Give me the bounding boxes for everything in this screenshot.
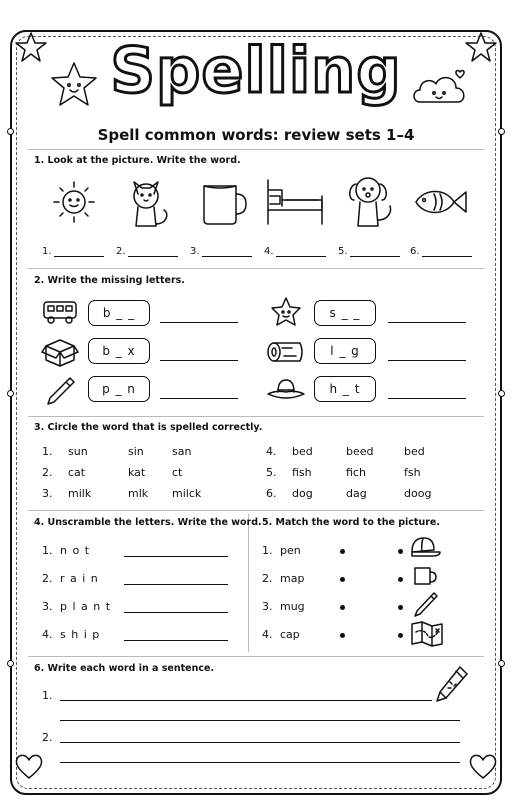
word-option[interactable]: milk: [68, 487, 92, 500]
answer-line[interactable]: [160, 322, 238, 323]
missing-letters-box: p _ n: [88, 376, 150, 402]
word-option[interactable]: fsh: [404, 466, 421, 479]
word-option[interactable]: beed: [346, 445, 374, 458]
scrambled-letters: n o t: [60, 544, 91, 557]
answer-number: 3.: [190, 246, 200, 257]
missing-letters-box: b _ _: [88, 300, 150, 326]
mug-small-icon: [412, 564, 438, 588]
answer-line[interactable]: [276, 256, 326, 257]
map-icon: [410, 620, 444, 648]
fish-icon: [410, 182, 470, 224]
corner-heart-icon: [14, 752, 44, 780]
item-number: 1.: [262, 544, 273, 557]
sentence-line[interactable]: [60, 720, 460, 721]
row-number: 6.: [266, 487, 277, 500]
bed-icon: [264, 176, 328, 228]
item-number: 1.: [42, 544, 53, 557]
answer-line[interactable]: [388, 322, 466, 323]
answer-line[interactable]: [202, 256, 252, 257]
row-number: 3.: [42, 487, 53, 500]
word-option[interactable]: sin: [128, 445, 144, 458]
page-title: Spelling: [110, 34, 402, 107]
answer-line[interactable]: [388, 398, 466, 399]
word-option[interactable]: fich: [346, 466, 366, 479]
missing-letters-box: h _ t: [314, 376, 376, 402]
hat-icon: [266, 376, 306, 404]
row-number: 5.: [266, 466, 277, 479]
missing-letters-box: b _ x: [88, 338, 150, 364]
sentence-line[interactable]: [60, 700, 432, 701]
divider: [28, 510, 484, 511]
border-dot: [498, 660, 505, 667]
answer-line[interactable]: [124, 612, 228, 613]
bus-icon: [42, 298, 78, 326]
border-dot: [498, 390, 505, 397]
match-dot[interactable]: [398, 605, 403, 610]
item-number: 3.: [42, 600, 53, 613]
match-word: pen: [280, 544, 301, 557]
column-divider: [248, 514, 249, 652]
word-option[interactable]: san: [172, 445, 192, 458]
row-number: 1.: [42, 445, 53, 458]
match-dot[interactable]: [398, 549, 403, 554]
pen-small-icon: [412, 590, 440, 618]
sentence-line[interactable]: [60, 742, 460, 743]
match-dot[interactable]: [340, 549, 345, 554]
answer-number: 4.: [264, 246, 274, 257]
match-word: mug: [280, 600, 305, 613]
word-option[interactable]: ct: [172, 466, 183, 479]
sentence-line[interactable]: [60, 762, 460, 763]
item-number: 4.: [262, 628, 273, 641]
border-dot: [7, 390, 14, 397]
pencil-icon: [434, 664, 470, 704]
section6-heading: 6. Write each word in a sentence.: [34, 663, 215, 674]
corner-heart-icon: [468, 752, 498, 780]
word-option[interactable]: sun: [68, 445, 88, 458]
word-option[interactable]: bed: [404, 445, 425, 458]
answer-line[interactable]: [388, 360, 466, 361]
word-option[interactable]: mlk: [128, 487, 149, 500]
sun-icon: [50, 178, 98, 226]
match-word: cap: [280, 628, 300, 641]
row-number: 4.: [266, 445, 277, 458]
match-word: map: [280, 572, 305, 585]
cat-icon: [124, 174, 176, 232]
divider: [28, 149, 484, 150]
dog-icon: [340, 172, 400, 232]
word-option[interactable]: doog: [404, 487, 432, 500]
answer-line[interactable]: [128, 256, 178, 257]
answer-number: 5.: [338, 246, 348, 257]
answer-line[interactable]: [124, 584, 228, 585]
word-option[interactable]: dag: [346, 487, 367, 500]
match-dot[interactable]: [340, 633, 345, 638]
match-dot[interactable]: [398, 633, 403, 638]
missing-letters-box: l _ g: [314, 338, 376, 364]
answer-line[interactable]: [124, 640, 228, 641]
item-number: 2.: [42, 572, 53, 585]
row-number: 2.: [42, 466, 53, 479]
divider: [28, 268, 484, 269]
log-icon: [266, 340, 306, 364]
word-option[interactable]: cat: [68, 466, 86, 479]
cap-icon: [408, 534, 442, 560]
missing-letters-box: s _ _: [314, 300, 376, 326]
word-option[interactable]: milck: [172, 487, 202, 500]
match-dot[interactable]: [398, 577, 403, 582]
section5-heading: 5. Match the word to the picture.: [262, 517, 440, 528]
divider: [28, 656, 484, 657]
section2-heading: 2. Write the missing letters.: [34, 275, 185, 286]
item-number: 2.: [42, 731, 53, 744]
answer-line[interactable]: [160, 360, 238, 361]
word-option[interactable]: fish: [292, 466, 312, 479]
section3-heading: 3. Circle the word that is spelled correctly.: [34, 422, 263, 433]
answer-number: 2.: [116, 246, 126, 257]
match-dot[interactable]: [340, 577, 345, 582]
item-number: 1.: [42, 689, 53, 702]
item-number: 3.: [262, 600, 273, 613]
scrambled-letters: p l a n t: [60, 600, 112, 613]
mug-icon: [200, 182, 250, 228]
scrambled-letters: r a i n: [60, 572, 99, 585]
match-dot[interactable]: [340, 605, 345, 610]
word-option[interactable]: dog: [292, 487, 313, 500]
box-icon: [42, 336, 78, 368]
answer-line[interactable]: [350, 256, 400, 257]
answer-line[interactable]: [54, 256, 104, 257]
scrambled-letters: s h i p: [60, 628, 101, 641]
border-dot: [7, 660, 14, 667]
star-icon: [270, 296, 302, 328]
answer-line[interactable]: [124, 556, 228, 557]
item-number: 2.: [262, 572, 273, 585]
answer-line[interactable]: [422, 256, 472, 257]
pen-icon: [44, 374, 76, 406]
answer-number: 1.: [42, 246, 52, 257]
section4-heading: 4. Unscramble the letters. Write the word.: [34, 517, 262, 528]
word-option[interactable]: kat: [128, 466, 146, 479]
page-subtitle: Spell common words: review sets 1–4: [97, 126, 415, 144]
section1-heading: 1. Look at the picture. Write the word.: [34, 155, 241, 166]
divider: [28, 416, 484, 417]
answer-number: 6.: [410, 246, 420, 257]
answer-line[interactable]: [160, 398, 238, 399]
word-option[interactable]: bed: [292, 445, 313, 458]
item-number: 4.: [42, 628, 53, 641]
